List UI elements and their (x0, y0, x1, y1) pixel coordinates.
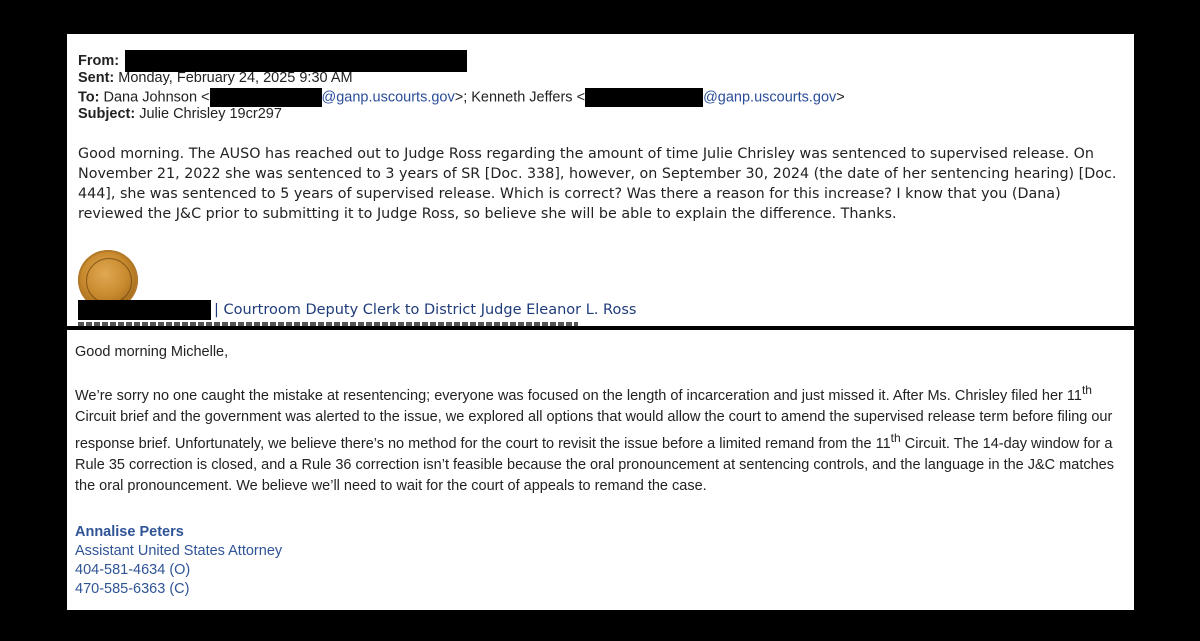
subject-row (78, 106, 282, 122)
signature-title: Assistant United States Attorney (75, 543, 283, 559)
signature-phone-office: 404-581-4634 (O) (75, 562, 191, 578)
clerk-signature-line (78, 300, 636, 320)
original-email-panel (67, 34, 1134, 326)
sent-value: Monday, February 24, 2025 9:30 AM (118, 70, 353, 86)
reply-text-1: We’re sorry no one caught the mistake at resentencing; everyone was focused on the length of incarceration and just missed it. After Ms. Chrisley filed her 11 (75, 387, 1082, 404)
signature-name: Annalise Peters (75, 524, 184, 540)
to-email-1[interactable]: @ganp.uscourts.gov (321, 89, 455, 106)
seal-ring (86, 258, 132, 304)
ordinal-suffix: th (1081, 383, 1093, 397)
original-email-body: Good morning. The AUSO has reached out to Judge Ross regarding the amount of time Julie Chrisley was sentenced to supervised release. On November 21, 2022 she was sentenced to 3 years of SR [Doc. 338], however, on September 30, 2024 (the date of her sentencing hearing) [Doc. 444], she was sentenced to 5 years of supervised release. Which is correct? Was there a reason for this increase? I know that you (Dana) reviewed the J&C prior to submitting it to Judge Ross, so believe she will be able to explain the difference. Thanks. (78, 146, 1117, 222)
sent-label: Sent: (78, 70, 115, 86)
redaction-block (585, 88, 703, 107)
reply-text-2: Circuit brief and the government was alerted to the issue, we explored all options that would allow the court to amend the supervised release term before filing our response brief. Unfortunately, we believe there’s no method for the court to revisit the issue before a limited remand from the 11 (75, 408, 1113, 452)
cropped-text-line (78, 321, 578, 326)
to-email-2[interactable]: @ganp.uscourts.gov (703, 89, 837, 106)
reply-greeting: Good morning Michelle, (75, 344, 229, 360)
to-close: > (836, 89, 845, 106)
redaction-block (78, 300, 211, 320)
reply-email-panel (67, 330, 1134, 610)
from-label: From: (78, 52, 120, 69)
from-row (78, 50, 467, 72)
subject-value: Julie Chrisley 19cr297 (139, 106, 282, 122)
redaction-block (210, 88, 322, 107)
subject-label: Subject: (78, 106, 136, 122)
to-label: To: (78, 89, 100, 106)
ordinal-suffix: th (890, 430, 901, 445)
reply-text-3: Circuit. The 14-day window for a Rule 35 correction is closed, and a Rule 36 correction isn’t feasible because the oral pronouncement at sentencing controls, and the language in the J&C matches the oral pronouncement. We believe we’ll need to wait for the court of appeals to remand the case. (75, 435, 1114, 494)
sent-row (78, 70, 353, 86)
to-name-1: Dana Johnson < (103, 89, 210, 106)
to-row (78, 88, 845, 107)
to-separator: >; Kenneth Jeffers < (454, 89, 586, 106)
reply-signature (75, 523, 282, 599)
redaction-block (125, 50, 467, 72)
reply-body (75, 380, 1125, 497)
clerk-title: | Courtroom Deputy Clerk to District Judge Eleanor L. Ross (214, 302, 637, 318)
signature-phone-cell: 470-585-6363 (C) (75, 581, 190, 597)
